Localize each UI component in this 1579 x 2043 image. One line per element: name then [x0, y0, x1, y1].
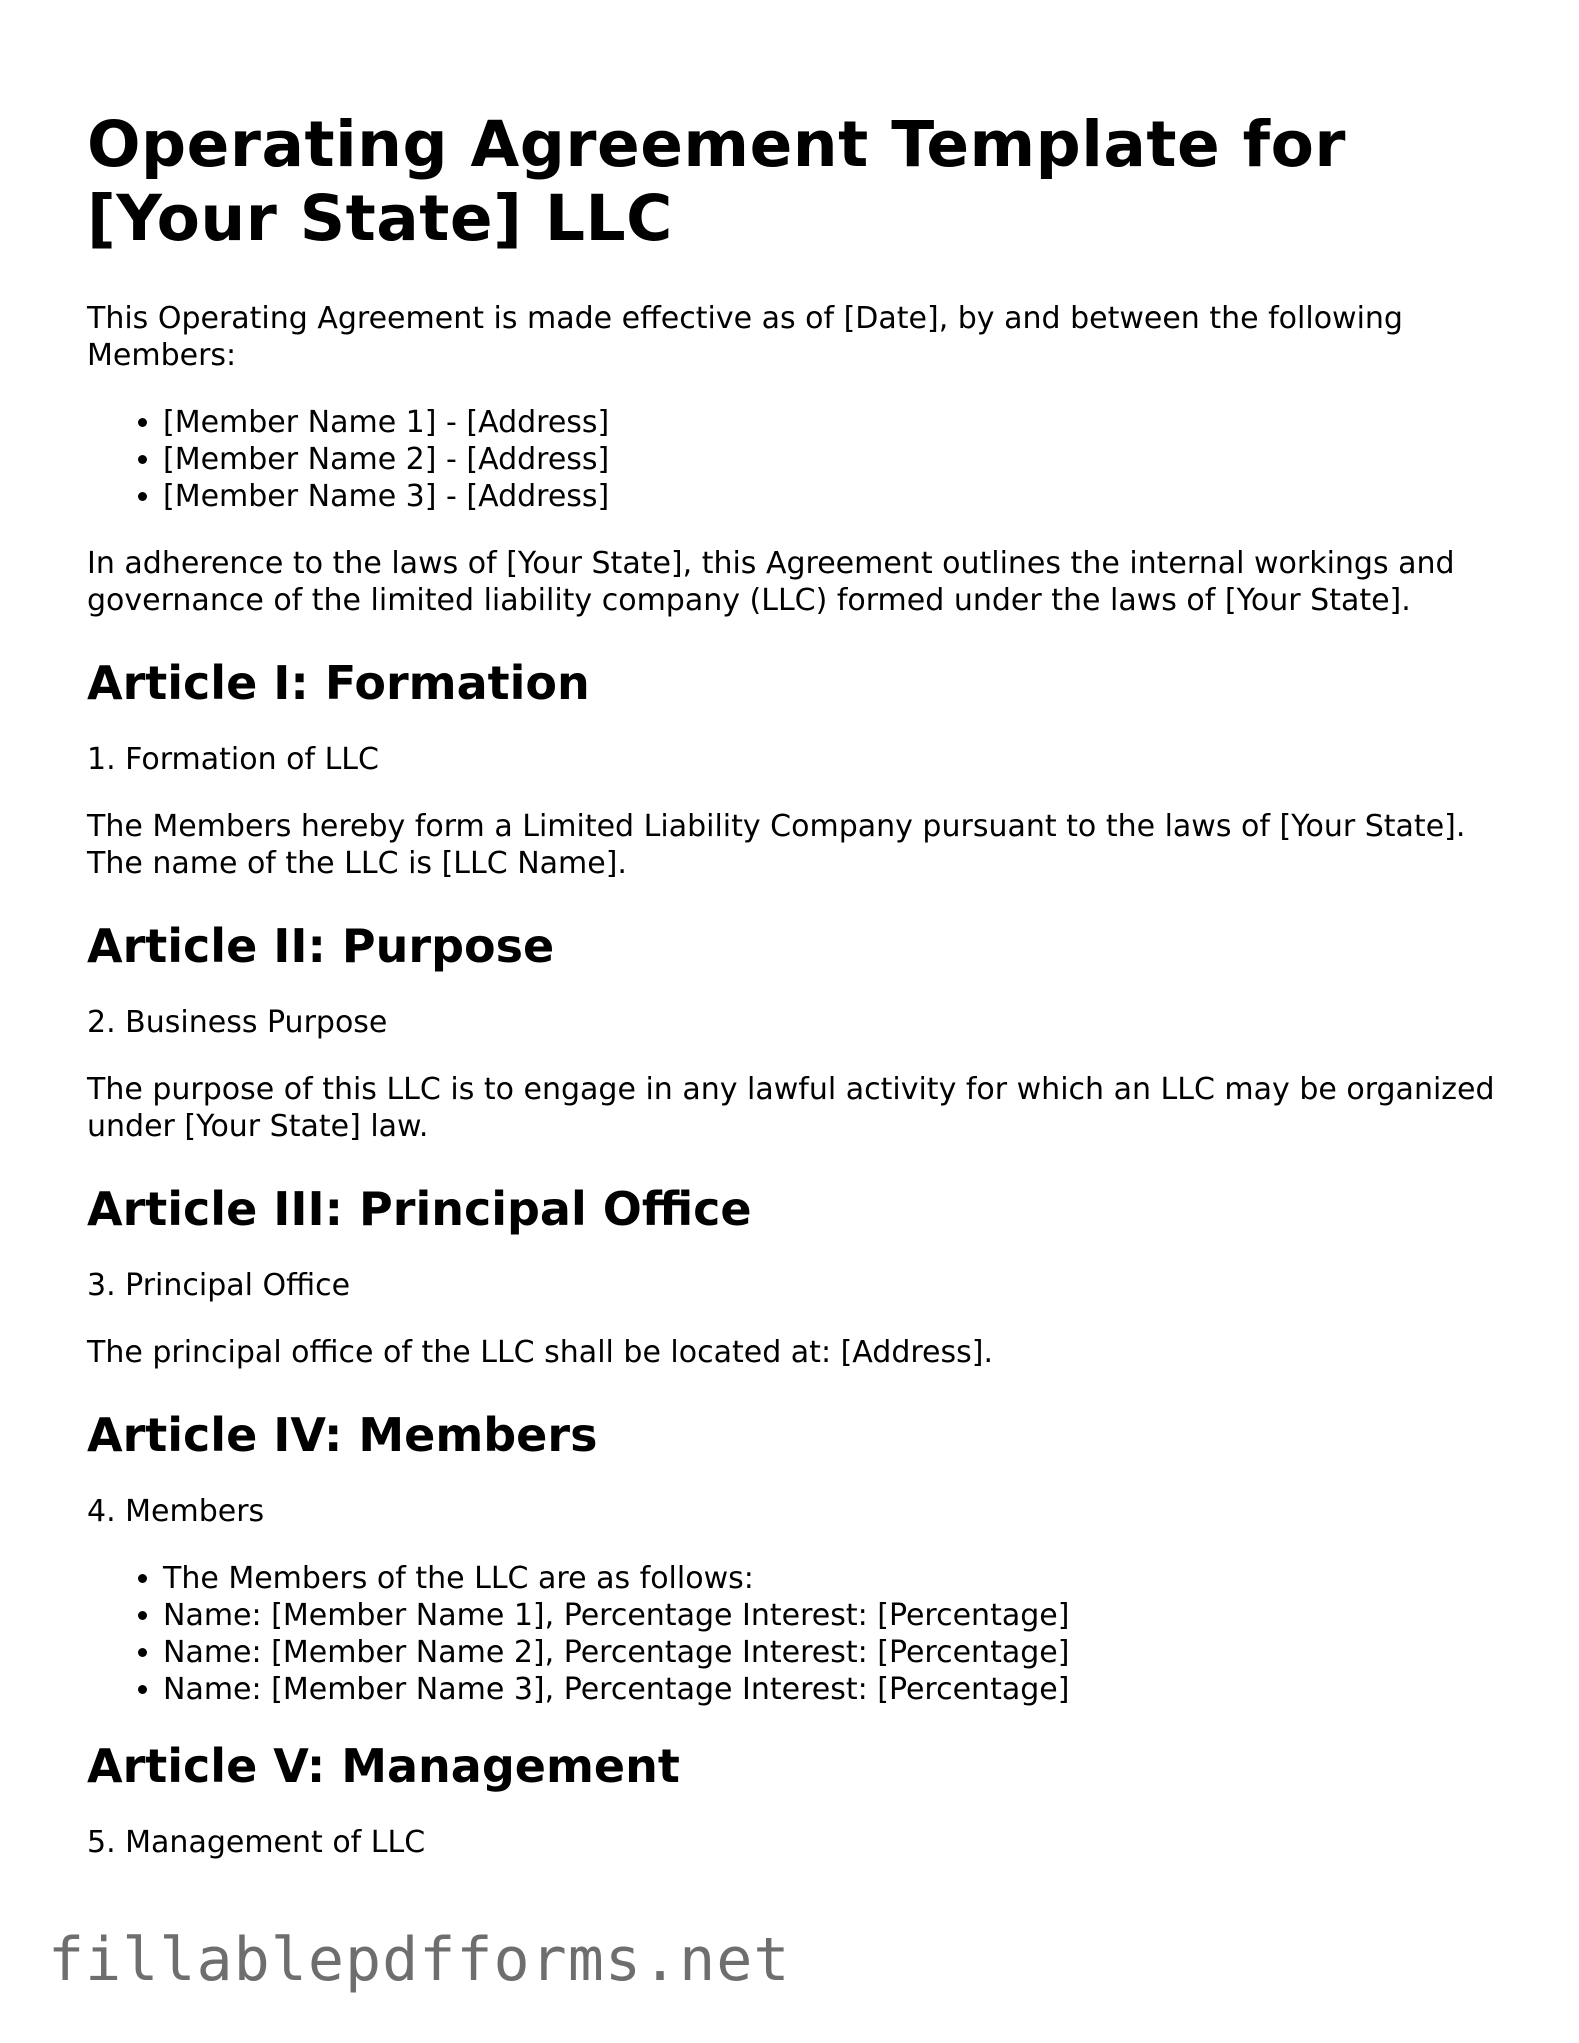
laws-paragraph: In adherence to the laws of [Your State], this Agreement outlines the internal workings and governance of the limited liability company (LLC) formed under the laws of [Your State]. — [87, 546, 1455, 618]
article-members — [87, 1407, 1507, 1708]
article-heading: Article II: Purpose — [87, 919, 555, 973]
clause-text: The Members hereby form a Limited Liability Company pursuant to the laws of [Your State]. The name of the LLC is [LLC Name]. — [87, 809, 1466, 881]
list-item: • [Member Name 3] - [Address] — [163, 478, 1507, 515]
document-title: Operating Agreement Template for [Your State] LLC — [87, 108, 1346, 255]
article-heading: Article IV: Members — [87, 1408, 598, 1462]
article-purpose — [87, 918, 1507, 1145]
clause-title: 1. Formation of LLC — [87, 742, 379, 777]
article-heading: Article III: Principal Office — [87, 1182, 752, 1236]
list-item: • Name: [Member Name 3], Percentage Interest: [Percentage] — [163, 1671, 1507, 1708]
list-item: • [Member Name 1] - [Address] — [163, 404, 1507, 441]
clause-title: 4. Members — [87, 1494, 265, 1529]
clause-text: The purpose of this LLC is to engage in any lawful activity for which an LLC may be organized under [Your State] law. — [87, 1072, 1495, 1144]
clause-title: 2. Business Purpose — [87, 1005, 388, 1040]
article-management — [87, 1738, 1507, 1861]
clause-text: The principal office of the LLC shall be located at: [Address]. — [87, 1335, 994, 1370]
list-item: • [Member Name 2] - [Address] — [163, 441, 1507, 478]
article-heading: Article V: Management — [87, 1739, 680, 1793]
members-list — [87, 404, 1507, 515]
article-formation — [87, 655, 1507, 882]
list-item: • Name: [Member Name 2], Percentage Interest: [Percentage] — [163, 1634, 1507, 1671]
article-principal-office — [87, 1181, 1507, 1371]
list-item: • Name: [Member Name 1], Percentage Interest: [Percentage] — [163, 1597, 1507, 1634]
watermark: fillablepdfforms.net — [48, 1925, 791, 1995]
intro-paragraph: This Operating Agreement is made effective as of [Date], by and between the following Members: — [87, 301, 1403, 373]
document-page — [87, 108, 1507, 1891]
article-heading: Article I: Formation — [87, 656, 590, 710]
list-item: • The Members of the LLC are as follows: — [163, 1560, 1507, 1597]
member-interest-list — [87, 1560, 1507, 1708]
clause-title: 3. Principal Office — [87, 1268, 351, 1303]
clause-title: 5. Management of LLC — [87, 1825, 426, 1860]
